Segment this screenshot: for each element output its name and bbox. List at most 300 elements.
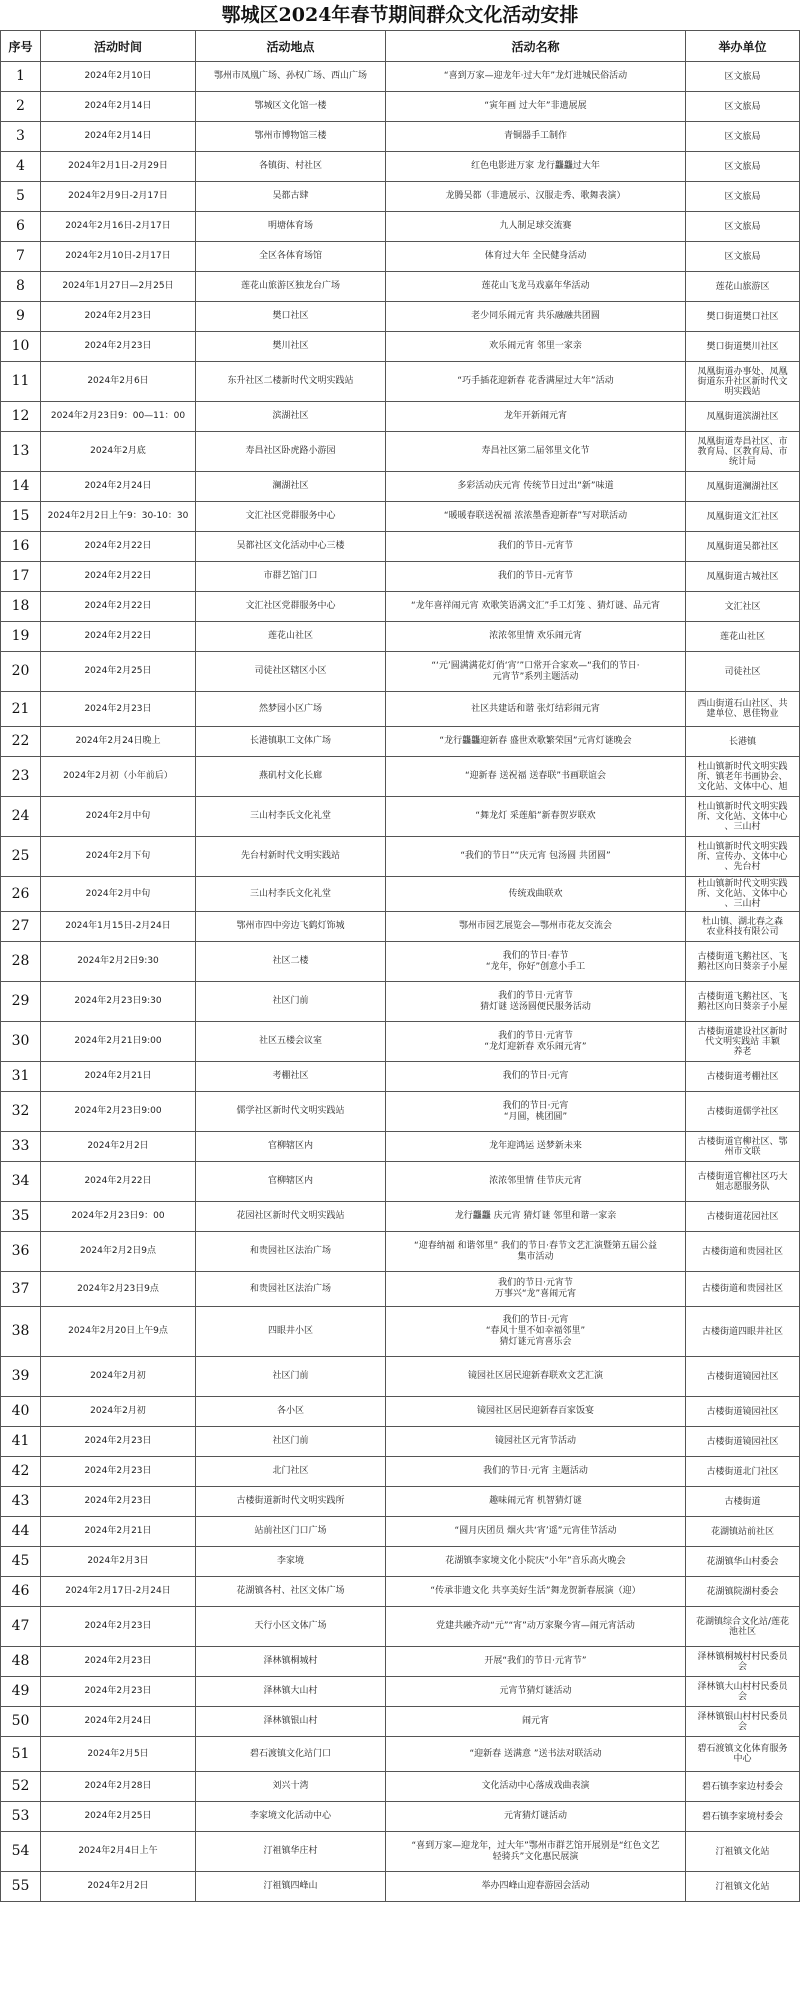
cell-place: 站前社区门口广场	[196, 1517, 386, 1547]
cell-time: 2024年2月23日9：00	[41, 1202, 196, 1232]
cell-no: 34	[1, 1162, 41, 1202]
cell-time: 2024年2月22日	[41, 1162, 196, 1202]
cell-place: 先台村新时代文明实践站	[196, 837, 386, 877]
cell-name-line: “龙灯迎新春 欢乐闹元宵”	[484, 1041, 587, 1052]
cell-org-line: 西山街道石山社区、共	[697, 699, 788, 709]
cell-place: 泽林镇银山村	[196, 1707, 386, 1737]
cell-no: 23	[1, 757, 41, 797]
cell-time: 2024年2月2日9:30	[41, 942, 196, 982]
cell-place: 天行小区文体广场	[196, 1607, 386, 1647]
cell-org: 古楼街道四眼井社区	[686, 1307, 800, 1357]
cell-name: 文化活动中心落成戏曲表演	[386, 1772, 686, 1802]
cell-name: 开展“我们的节日·元宵节”	[386, 1647, 686, 1677]
cell-org-line: 古楼街道官柳社区巧大	[697, 1171, 788, 1182]
cell-place: 社区门前	[196, 1427, 386, 1457]
cell-org: 司徒社区	[686, 652, 800, 692]
table-row	[1, 1707, 800, 1737]
cell-org: 花湖镇站前社区	[686, 1517, 800, 1547]
cell-name: 体育过大年 全民健身活动	[386, 242, 686, 272]
cell-org-line: 所、文化站、文体中心	[697, 811, 788, 822]
cell-time: 2024年2月23日9:30	[41, 982, 196, 1022]
cell-name: 九人制足球交流赛	[386, 212, 686, 242]
cell-org-line: 养老	[733, 1046, 752, 1057]
cell-name: 老少同乐闹元宵 共乐融融共团圆	[386, 302, 686, 332]
cell-time: 2024年2月10日-2月17日	[41, 242, 196, 272]
cell-place: 樊口社区	[196, 302, 386, 332]
cell-place: 花湖镇各村、社区文体广场	[196, 1577, 386, 1607]
cell-no: 9	[1, 302, 41, 332]
table-row	[1, 1802, 800, 1832]
cell-place: 寿昌社区卧虎路小游园	[196, 432, 386, 472]
cell-org-line: 会	[737, 1691, 747, 1702]
cell-no: 12	[1, 402, 41, 432]
cell-name: 传统戏曲联欢	[386, 877, 686, 912]
cell-time: 2024年2月23日	[41, 1457, 196, 1487]
cell-no: 42	[1, 1457, 41, 1487]
cell-org	[686, 1162, 800, 1202]
cell-time: 2024年2月4日上午	[41, 1832, 196, 1872]
table-row	[1, 562, 800, 592]
cell-org	[686, 837, 800, 877]
cell-org: 古楼街道花园社区	[686, 1202, 800, 1232]
cell-org: 汀祖镇文化站	[686, 1872, 800, 1902]
cell-time: 2024年2月22日	[41, 592, 196, 622]
cell-name: 龙年迎鸿运 送梦新未来	[386, 1132, 686, 1162]
cell-org-line: 所、宣传办、文体中心	[697, 851, 788, 862]
cell-org: 区文旅局	[686, 242, 800, 272]
cell-place: 市群艺馆门口	[196, 562, 386, 592]
cell-place: 社区五楼会议室	[196, 1022, 386, 1062]
cell-place: 鄂州市凤凰广场、孙权广场、西山广场	[196, 62, 386, 92]
cell-org: 古楼街道北门社区	[686, 1457, 800, 1487]
cell-place: 李家境	[196, 1547, 386, 1577]
cell-org: 长港镇	[686, 727, 800, 757]
cell-time: 2024年2月中旬	[41, 797, 196, 837]
cell-time: 2024年2月23日9:00	[41, 1092, 196, 1132]
cell-name: “我们的节日”“庆元宵 包汤圆 共团圆”	[386, 837, 686, 877]
cell-name: 镜园社区元宵节活动	[386, 1427, 686, 1457]
cell-org-line: 杜山镇新时代文明实践	[697, 801, 788, 812]
cell-no: 1	[1, 62, 41, 92]
cell-place: 澜湖社区	[196, 472, 386, 502]
cell-name-line: 我们的节日·元宵节	[498, 990, 573, 1001]
cell-name	[386, 942, 686, 982]
table-row	[1, 1517, 800, 1547]
cell-name: 我们的节日·元宵	[386, 1062, 686, 1092]
cell-name-line: 集市活动	[517, 1251, 554, 1262]
cell-no: 27	[1, 912, 41, 942]
table-row	[1, 1737, 800, 1772]
cell-place: 明塘体育场	[196, 212, 386, 242]
cell-place: 司徒社区辖区小区	[196, 652, 386, 692]
table-body	[1, 62, 800, 1902]
cell-place: 然梦园小区广场	[196, 692, 386, 727]
cell-time: 2024年2月24日	[41, 1707, 196, 1737]
cell-no: 40	[1, 1397, 41, 1427]
cell-name: “传承非遗文化 共享美好生活”舞龙贺新春展演（迎）	[386, 1577, 686, 1607]
table-row	[1, 1162, 800, 1202]
table-row	[1, 1092, 800, 1132]
cell-org: 樊口街道樊口社区	[686, 302, 800, 332]
cell-place: 北门社区	[196, 1457, 386, 1487]
table-row	[1, 1772, 800, 1802]
cell-name: 青铜器手工制作	[386, 122, 686, 152]
cell-time: 2024年2月下旬	[41, 837, 196, 877]
cell-place: 和贵园社区法治广场	[196, 1272, 386, 1307]
cell-org-line: 会	[737, 1721, 747, 1732]
cell-place: 吴都古肆	[196, 182, 386, 212]
cell-org-line: 泽林镇桐城村村民委员	[697, 1651, 788, 1662]
cell-no: 14	[1, 472, 41, 502]
cell-org: 古楼街道镜园社区	[686, 1357, 800, 1397]
table-row	[1, 1427, 800, 1457]
cell-name	[386, 1232, 686, 1272]
cell-time: 2024年2月23日	[41, 1487, 196, 1517]
cell-name: 趣味闹元宵 机智猜灯谜	[386, 1487, 686, 1517]
cell-org: 凤凰街道古城社区	[686, 562, 800, 592]
cell-org-line: 建单位、恩佳物业	[706, 709, 779, 719]
cell-place: 泽林镇桐城村	[196, 1647, 386, 1677]
cell-org	[686, 877, 800, 912]
cell-name: “舞龙灯 采莲船”新春贺岁联欢	[386, 797, 686, 837]
table-row	[1, 1577, 800, 1607]
cell-time: 2024年2月3日	[41, 1547, 196, 1577]
cell-no: 44	[1, 1517, 41, 1547]
cell-name-line: “龙年，你好”创意小手工	[485, 961, 586, 972]
cell-org: 文汇社区	[686, 592, 800, 622]
cell-name	[386, 1022, 686, 1062]
cell-name: 龙行龘龘 庆元宵 猜灯谜 邻里和谐一家亲	[386, 1202, 686, 1232]
table-row	[1, 1022, 800, 1062]
cell-name: 红色电影进万家 龙行龘龘过大年	[386, 152, 686, 182]
cell-time: 2024年2月21日	[41, 1062, 196, 1092]
cell-time: 2024年2月23日	[41, 1427, 196, 1457]
cell-no: 38	[1, 1307, 41, 1357]
cell-name-line: 我们的节日·元宵	[502, 1100, 569, 1111]
cell-place: 燕矶村文化长廊	[196, 757, 386, 797]
cell-no: 32	[1, 1092, 41, 1132]
cell-name: 举办四峰山迎春游园会活动	[386, 1872, 686, 1902]
table-row	[1, 982, 800, 1022]
cell-place: 刘兴十湾	[196, 1772, 386, 1802]
table-row	[1, 432, 800, 472]
cell-name-line: 轻骑兵”文化惠民展演	[492, 1851, 579, 1862]
header-time: 活动时间	[41, 31, 196, 62]
cell-org-line: 州市文联	[724, 1146, 761, 1157]
cell-name-line: 元宵节”系列主题活动	[492, 671, 579, 682]
cell-name: 镜园社区居民迎新春联欢文艺汇演	[386, 1357, 686, 1397]
cell-no: 41	[1, 1427, 41, 1457]
cell-place: 文汇社区党群服务中心	[196, 592, 386, 622]
cell-time: 2024年2月22日	[41, 562, 196, 592]
table-row	[1, 152, 800, 182]
cell-no: 8	[1, 272, 41, 302]
cell-name: “巧手插花迎新春 花香满屋过大年”活动	[386, 362, 686, 402]
cell-time: 2024年2月中旬	[41, 877, 196, 912]
cell-name-line: 我们的节日·元宵节	[498, 1030, 573, 1041]
cell-org: 古楼街道和贵园社区	[686, 1232, 800, 1272]
cell-no: 3	[1, 122, 41, 152]
table-row	[1, 182, 800, 212]
cell-time: 2024年2月2日上午9：30-10：30	[41, 502, 196, 532]
table-row	[1, 942, 800, 982]
cell-no: 7	[1, 242, 41, 272]
cell-time: 2024年1月15日-2月24日	[41, 912, 196, 942]
cell-no: 21	[1, 692, 41, 727]
cell-no: 2	[1, 92, 41, 122]
cell-no: 45	[1, 1547, 41, 1577]
cell-time: 2024年2月2日	[41, 1132, 196, 1162]
table-row	[1, 757, 800, 797]
cell-name: 寿昌社区第二届邻里文化节	[386, 432, 686, 472]
cell-no: 30	[1, 1022, 41, 1062]
cell-place: 儒学社区新时代文明实践站	[196, 1092, 386, 1132]
cell-org: 古楼街道镜园社区	[686, 1427, 800, 1457]
cell-org	[686, 982, 800, 1022]
cell-org	[686, 942, 800, 982]
cell-org: 莲花山旅游区	[686, 272, 800, 302]
cell-org	[686, 1737, 800, 1772]
cell-name-line: “春风十里不如幸福邻里”	[485, 1326, 586, 1336]
cell-place: 汀祖镇华庄村	[196, 1832, 386, 1872]
cell-org-line: 中心	[733, 1754, 752, 1764]
cell-org	[686, 912, 800, 942]
cell-no: 48	[1, 1647, 41, 1677]
cell-no: 31	[1, 1062, 41, 1092]
cell-place: 滨湖社区	[196, 402, 386, 432]
cell-name: 欢乐闹元宵 邻里一家亲	[386, 332, 686, 362]
cell-no: 11	[1, 362, 41, 402]
cell-no: 35	[1, 1202, 41, 1232]
cell-name: “寅年画 过大年”非遗展展	[386, 92, 686, 122]
cell-org	[686, 692, 800, 727]
cell-name	[386, 1307, 686, 1357]
cell-no: 51	[1, 1737, 41, 1772]
cell-no: 16	[1, 532, 41, 562]
cell-time: 2024年2月23日	[41, 332, 196, 362]
cell-org-line: 所、文化站、文体中心	[697, 889, 788, 899]
table-row	[1, 1487, 800, 1517]
cell-name	[386, 1832, 686, 1872]
cell-time: 2024年2月23日	[41, 692, 196, 727]
cell-time: 2024年2月24日晚上	[41, 727, 196, 757]
cell-org	[686, 797, 800, 837]
cell-org-line: 姐志愿服务队	[715, 1181, 770, 1192]
cell-name: “龙行龘龘迎新春 盛世欢歌繁荣国”元宵灯谜晚会	[386, 727, 686, 757]
cell-no: 47	[1, 1607, 41, 1647]
cell-name-line: 猜灯谜 送汤圆便民服务活动	[480, 1001, 591, 1012]
cell-name: 我们的节日-元宵节	[386, 562, 686, 592]
table-row	[1, 122, 800, 152]
cell-org: 碧石镇李家境村委会	[686, 1802, 800, 1832]
cell-org: 凤凰街道文汇社区	[686, 502, 800, 532]
cell-time: 2024年2月24日	[41, 472, 196, 502]
cell-time: 2024年2月初	[41, 1357, 196, 1397]
cell-place: 全区各体育场馆	[196, 242, 386, 272]
cell-time: 2024年2月16日-2月17日	[41, 212, 196, 242]
cell-place: 官柳辖区内	[196, 1132, 386, 1162]
cell-org: 区文旅局	[686, 122, 800, 152]
table-row	[1, 1062, 800, 1092]
cell-org-line: 杜山镇新时代文明实践	[697, 841, 788, 852]
table-row	[1, 1397, 800, 1427]
cell-name: “迎新春 送满意 ”送书法对联活动	[386, 1737, 686, 1772]
cell-name-line: 我们的节日·元宵节	[498, 1278, 573, 1288]
cell-time: 2024年2月23日	[41, 302, 196, 332]
cell-org	[686, 1707, 800, 1737]
cell-place: 各镇街、村社区	[196, 152, 386, 182]
cell-time: 2024年2月28日	[41, 1772, 196, 1802]
cell-org: 区文旅局	[686, 62, 800, 92]
cell-place: 泽林镇大山村	[196, 1677, 386, 1707]
cell-org	[686, 432, 800, 472]
cell-org: 区文旅局	[686, 212, 800, 242]
header-place: 活动地点	[196, 31, 386, 62]
cell-no: 54	[1, 1832, 41, 1872]
cell-name-line: “迎春纳福 和谐邻里” 我们的节日·春节文艺汇演暨第五届公益	[414, 1240, 657, 1251]
header-name: 活动名称	[386, 31, 686, 62]
cell-org-line: 代文明实践站 丰颖	[705, 1036, 780, 1047]
cell-org	[686, 1607, 800, 1647]
cell-no: 49	[1, 1677, 41, 1707]
cell-name: “龙年喜祥闹元宵 欢歌笑语满文汇”手工灯笼 、猜灯谜、品元宵	[386, 592, 686, 622]
table-row	[1, 622, 800, 652]
cell-time: 2024年2月23日	[41, 1677, 196, 1707]
cell-org: 古楼街道	[686, 1487, 800, 1517]
cell-place: 社区门前	[196, 982, 386, 1022]
cell-no: 52	[1, 1772, 41, 1802]
cell-name: 花湖镇李家境文化小院庆“小年”音乐高火晚会	[386, 1547, 686, 1577]
cell-org-line: 泽林镇大山村村民委员	[697, 1681, 788, 1692]
table-row	[1, 1547, 800, 1577]
cell-name: 社区共建话和谐 张灯结彩闹元宵	[386, 692, 686, 727]
cell-place: 碧石渡镇文化站门口	[196, 1737, 386, 1772]
cell-time: 2024年2月22日	[41, 532, 196, 562]
table-row	[1, 877, 800, 912]
cell-no: 4	[1, 152, 41, 182]
cell-org-line: 古楼街道官柳社区、鄂	[697, 1136, 788, 1147]
cell-time: 2024年2月9日-2月17日	[41, 182, 196, 212]
table-row	[1, 62, 800, 92]
cell-no: 50	[1, 1707, 41, 1737]
cell-name-line: 猜灯谜元宵喜乐会	[499, 1337, 572, 1347]
cell-org: 古楼街道镜园社区	[686, 1397, 800, 1427]
cell-place: 长港镇职工文体广场	[196, 727, 386, 757]
cell-place: 官柳辖区内	[196, 1162, 386, 1202]
cell-no: 36	[1, 1232, 41, 1272]
cell-org: 区文旅局	[686, 92, 800, 122]
cell-name: 龙年开新闹元宵	[386, 402, 686, 432]
table-row	[1, 1607, 800, 1647]
cell-name: 我们的节日-元宵节	[386, 532, 686, 562]
cell-name: 鄂州市园艺展览会—鄂州市花友交流会	[386, 912, 686, 942]
cell-org	[686, 757, 800, 797]
cell-place: 鄂州市四中旁边飞鹤灯饰城	[196, 912, 386, 942]
cell-no: 10	[1, 332, 41, 362]
cell-name: 浓浓邻里情 欢乐闹元宵	[386, 622, 686, 652]
cell-place: 莲花山旅游区独龙台广场	[196, 272, 386, 302]
cell-no: 19	[1, 622, 41, 652]
cell-no: 18	[1, 592, 41, 622]
cell-no: 28	[1, 942, 41, 982]
cell-org: 区文旅局	[686, 182, 800, 212]
table-row	[1, 1272, 800, 1307]
cell-place: 东升社区二楼新时代文明实践站	[196, 362, 386, 402]
cell-org-line: 凤凰街道寿昌社区、市	[697, 436, 788, 447]
cell-time: 2024年2月2日9点	[41, 1232, 196, 1272]
table-row	[1, 837, 800, 877]
cell-org: 莲花山社区	[686, 622, 800, 652]
cell-place: 花园社区新时代文明实践站	[196, 1202, 386, 1232]
table-row	[1, 1307, 800, 1357]
cell-org: 汀祖镇文化站	[686, 1832, 800, 1872]
table-row	[1, 272, 800, 302]
cell-org: 区文旅局	[686, 152, 800, 182]
cell-org-line: 、三山村	[724, 821, 761, 832]
cell-no: 37	[1, 1272, 41, 1307]
cell-time: 2024年2月底	[41, 432, 196, 472]
cell-org-line: 、三山村	[724, 899, 761, 909]
cell-name	[386, 1092, 686, 1132]
cell-no: 43	[1, 1487, 41, 1517]
cell-name-line: 我们的节日·春节	[502, 950, 569, 961]
table-row	[1, 797, 800, 837]
cell-org-line: 杜山镇新时代文明实践	[697, 879, 788, 889]
cell-time: 2024年2月21日9:00	[41, 1022, 196, 1062]
cell-no: 33	[1, 1132, 41, 1162]
cell-name: “喜到万家—迎龙年·过大年”龙灯进城民俗活动	[386, 62, 686, 92]
cell-time: 2024年2月14日	[41, 92, 196, 122]
cell-name: 党建共融齐动“元”“宵”动万家聚今宵—闹元宵活动	[386, 1607, 686, 1647]
cell-time: 2024年2月23日	[41, 1607, 196, 1647]
cell-time: 2024年2月23日9：00—11：00	[41, 402, 196, 432]
table-row	[1, 727, 800, 757]
cell-name-line: “月圆，桃团圆”	[503, 1111, 568, 1122]
table-row	[1, 302, 800, 332]
cell-org-line: 鹅社区向日葵亲子小屋	[697, 1001, 788, 1012]
cell-place: 社区二楼	[196, 942, 386, 982]
cell-no: 15	[1, 502, 41, 532]
cell-name	[386, 982, 686, 1022]
cell-place: 社区门前	[196, 1357, 386, 1397]
cell-no: 46	[1, 1577, 41, 1607]
cell-org-line: 古楼街道建设社区新时	[697, 1026, 788, 1037]
cell-place: 樊川社区	[196, 332, 386, 362]
cell-time: 2024年2月23日9点	[41, 1272, 196, 1307]
table-row	[1, 912, 800, 942]
cell-org: 古楼街道和贵园社区	[686, 1272, 800, 1307]
cell-place: 各小区	[196, 1397, 386, 1427]
cell-name: 我们的节日·元宵 主题活动	[386, 1457, 686, 1487]
cell-org-line: 明实践站	[724, 386, 761, 397]
cell-place: 鄂城区文化馆一楼	[196, 92, 386, 122]
cell-no: 26	[1, 877, 41, 912]
header-no: 序号	[1, 31, 41, 62]
cell-org-line: 花湖镇综合文化站/莲花	[695, 1616, 790, 1627]
table-row	[1, 1132, 800, 1162]
cell-no: 13	[1, 432, 41, 472]
cell-place: 四眼井小区	[196, 1307, 386, 1357]
cell-name: “圆月庆团员 烟火共‘宵’遥”元宵佳节活动	[386, 1517, 686, 1547]
cell-place: 三山村李氏文化礼堂	[196, 797, 386, 837]
cell-no: 24	[1, 797, 41, 837]
cell-org-line: 泽林镇银山村村民委员	[697, 1711, 788, 1722]
cell-name-line: “‘元’圆满满花灯俏‘宵’”口常开合家欢—“我们的节日·	[431, 660, 640, 671]
cell-org-line: 所、镇老年书画协会、	[697, 771, 788, 782]
cell-name: 镜园社区居民迎新春百家饭宴	[386, 1397, 686, 1427]
cell-time: 2024年2月21日	[41, 1517, 196, 1547]
cell-no: 29	[1, 982, 41, 1022]
